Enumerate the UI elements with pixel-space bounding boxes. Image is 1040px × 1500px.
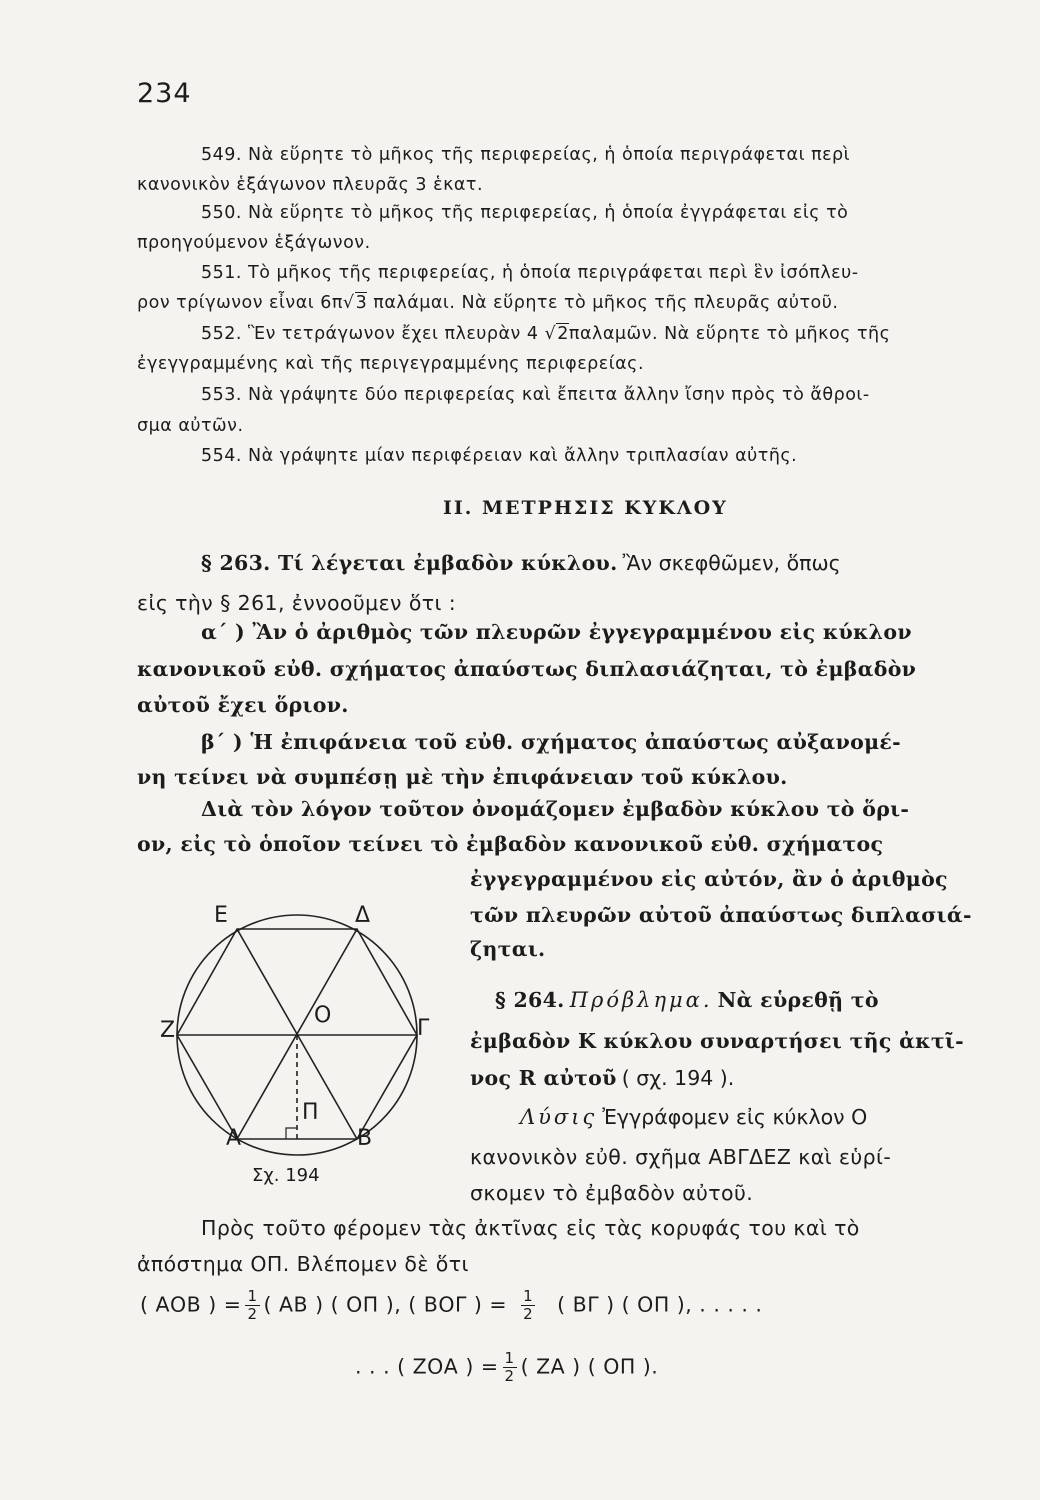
exercise-552-text-a: 552. Ἓν τετράγωνον ἔχει πλευρὰν 4 <box>201 324 539 344</box>
formula-line1 <box>140 1288 762 1323</box>
section-heading: ΙΙ. ΜΕΤΡΗΣΙΣ ΚΥΚΛΟΥ <box>443 497 728 519</box>
exercise-551-text-a: ρον τρίγωνον εἶναι 6π <box>137 293 343 313</box>
figure-label-e: Ε <box>214 903 228 928</box>
statement-b-line2: νη τείνει νὰ συμπέσῃ μὲ τὴν ἐπιφάνειαν τοῦ κύκλου. <box>137 765 788 789</box>
exercise-551-line1: 551. Τὸ μῆκος τῆς περιφερείας, ἡ ὁποία περιγράφεται περὶ ἓν ἰσόπλευ- <box>201 263 859 283</box>
definition-line5: ζηται. <box>470 937 546 961</box>
solution-line4: Πρὸς τοῦτο φέρομεν τὰς ἀκτῖνας εἰς τὰς κορυφάς του καὶ τὸ <box>201 1216 860 1240</box>
problem-264-label: Πρόβλημα. <box>569 988 713 1012</box>
exercise-553-line1: 553. Νὰ γράψητε δύο περιφερείας καὶ ἔπειτα ἄλλην ἴσην πρὸς τὸ ἄθροι- <box>201 385 870 405</box>
formula-aob-rhs: ( ΑΒ ) ( ΟΠ ), ( ΒΟΓ ) = <box>263 1292 508 1317</box>
solution-line1 <box>520 1105 867 1129</box>
definition-line3: ἐγγεγραμμένου εἰς αὐτόν, ἂν ὁ ἀριθμὸς <box>470 867 948 891</box>
exercise-552-line1 <box>201 320 890 348</box>
paragraph-263-title: § 263. Τί λέγεται ἐμβαδὸν κύκλου. <box>201 551 618 575</box>
figure-label-z: Ζ <box>160 1018 176 1043</box>
problem-264-radius: νος R αὐτοῦ <box>470 1066 617 1090</box>
formula-bog-rhs: ( ΒΓ ) ( ΟΠ ), . . . . . <box>557 1292 763 1317</box>
sqrt-sign-icon: √ <box>544 324 557 344</box>
solution-text: Ἐγγράφομεν εἰς κύκλον Ο <box>602 1105 868 1129</box>
exercise-550-line2: προηγούμενον ἑξάγωνον. <box>137 233 371 253</box>
exercise-552-text-c: παλαμῶν. Νὰ εὕρητε τὸ μῆκος τῆς <box>568 324 891 344</box>
statement-a-line1: α΄ ) Ἂν ὁ ἀριθμὸς τῶν πλευρῶν ἐγγεγραμμένου εἰς κύκλον <box>201 620 912 644</box>
figure-194 <box>155 898 445 1198</box>
paragraph-263-line1 <box>201 551 841 575</box>
solution-line2: κανονικὸν εὐθ. σχῆμα ΑΒΓΔΕΖ καὶ εὑρί- <box>470 1145 892 1169</box>
exercise-553-line2: σμα αὐτῶν. <box>137 416 244 436</box>
fraction-one-half <box>503 1350 517 1385</box>
formula-aob-lhs: ( ΑΟΒ ) = <box>140 1292 242 1317</box>
figure-right-angle <box>286 1128 297 1139</box>
figure-reference: ( σχ. 194 ). <box>621 1066 735 1090</box>
solution-line3: σκομεν τὸ ἐμβαδὸν αὐτοῦ. <box>470 1181 754 1205</box>
fraction-numerator: 1 <box>504 1349 515 1367</box>
solution-label: Λύσις <box>520 1105 598 1129</box>
figure-label-g: Γ <box>417 1016 430 1041</box>
exercise-552-line2: ἐγεγγραμμένης καὶ τῆς περιγεγραμμένης περιφερείας. <box>137 354 645 374</box>
exercise-551-text-c: παλάμαι. Νὰ εὕρητε τὸ μῆκος τῆς πλευρᾶς αὐτοῦ. <box>373 293 839 313</box>
figure-caption: Σχ. 194 <box>252 1165 320 1186</box>
definition-line2: ον, εἰς τὸ ὁποῖον τείνει τὸ ἐμβαδὸν κανονικοῦ εὐθ. σχήματος <box>137 832 884 856</box>
fraction-denominator: 2 <box>504 1367 515 1385</box>
paragraph-263-line2: εἰς τὴν § 261, ἐννοοῦμεν ὅτι : <box>137 591 457 615</box>
paragraph-263-text: Ἂν σκεφθῶμεν, ὅπως <box>622 551 841 575</box>
problem-264-number: § 264. <box>495 988 565 1012</box>
figure-label-d: Δ <box>355 903 371 928</box>
fraction-numerator: 1 <box>247 1287 258 1305</box>
statement-a-line2: κανονικοῦ εὐθ. σχήματος ἀπαύστως διπλασιάζηται, τὸ ἐμβαδὸν <box>137 657 917 681</box>
figure-label-b: Β <box>357 1126 373 1151</box>
definition-line4: τῶν πλευρῶν αὐτοῦ ἀπαύστως διπλασιά- <box>470 903 972 927</box>
fraction-denominator: 2 <box>523 1305 534 1323</box>
statement-b-line1: β΄ ) Ἡ ἐπιφάνεια τοῦ εὐθ. σχήματος ἀπαύστως αὐξανομέ- <box>201 730 901 754</box>
page-number: 234 <box>137 78 192 109</box>
exercise-551-radicand: 3 <box>355 293 368 313</box>
exercise-554-line1: 554. Νὰ γράψητε μίαν περιφέρειαν καὶ ἄλλην τριπλασίαν αὐτῆς. <box>201 446 798 466</box>
exercise-549-line2: κανονικὸν ἑξάγωνον πλευρᾶς 3 ἑκατ. <box>137 175 484 195</box>
fraction-numerator: 1 <box>523 1287 534 1305</box>
fraction-one-half <box>245 1288 259 1323</box>
exercise-550-line1: 550. Νὰ εὕρητε τὸ μῆκος τῆς περιφερείας, ἡ ὁποία ἐγγράφεται εἰς τὸ <box>201 203 849 223</box>
formula-line2 <box>355 1350 658 1385</box>
problem-264-line1 <box>495 988 879 1012</box>
definition-line1: Διὰ τὸν λόγον τοῦτον ὀνομάζομεν ἐμβαδὸν κύκλου τὸ ὅρι- <box>201 797 910 821</box>
statement-a-line3: αὐτοῦ ἔχει ὅριον. <box>137 693 349 717</box>
formula-zoa-lhs: . . . ( ΖΟΑ ) = <box>355 1354 499 1379</box>
fraction-one-half <box>521 1288 535 1323</box>
figure-label-o: Ο <box>314 1003 332 1028</box>
figure-label-a: Α <box>226 1126 242 1151</box>
fraction-denominator: 2 <box>247 1305 258 1323</box>
problem-264-line2: ἐμβαδὸν Κ κύκλου συναρτήσει τῆς ἀκτῖ- <box>470 1029 964 1053</box>
exercise-552-radicand: 2 <box>557 324 569 344</box>
problem-264-line3 <box>470 1066 734 1090</box>
sqrt-sign-icon: √ <box>342 293 355 313</box>
figure-label-p: Π <box>302 1100 319 1125</box>
solution-line5: ἀπόστημα ΟΠ. Βλέπομεν δὲ ὅτι <box>137 1252 469 1276</box>
problem-264-text: Νὰ εὑρεθῇ τὸ <box>717 988 879 1012</box>
formula-zoa-rhs: ( ΖΑ ) ( ΟΠ ). <box>520 1354 659 1379</box>
exercise-549-line1: 549. Νὰ εὕρητε τὸ μῆκος τῆς περιφερείας, ἡ ὁποία περιγράφεται περὶ <box>201 145 851 165</box>
exercise-551-line2 <box>137 289 838 317</box>
